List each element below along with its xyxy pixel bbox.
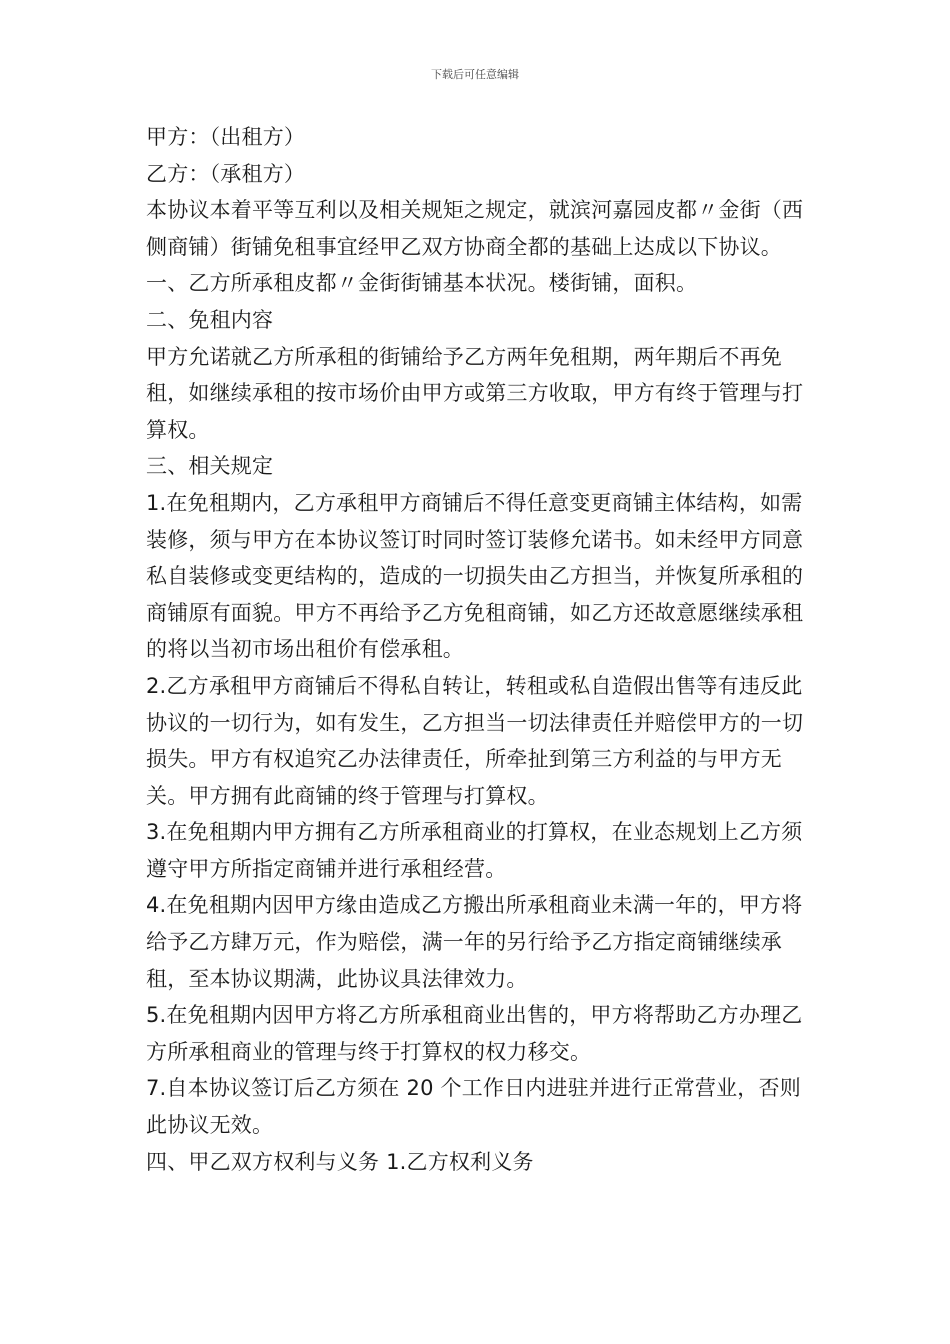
section-3-heading: 三、相关规定 (146, 454, 274, 479)
clause-2: 2.乙方承租甲方商铺后不得私自转让，转租或私自造假出售等有违反此协议的一切行为，如有发生，乙方担当一切法律责任并赔偿甲方的一切损失。甲方有权追究乙办法律责任，所牵扯到第三方利益的与甲方无关。甲方拥有此商铺的终于管理与打算权。 (146, 673, 804, 808)
clause-4: 4.在免租期内因甲方缘由造成乙方搬出所承租商业未满一年的，甲方将给予乙方肆万元，作为赔偿，满一年的另行给予乙方指定商铺继续承租，至本协议期满，此协议具法律效力。 (146, 893, 803, 991)
clause-7: 7.自本协议签订后乙方须在 20 个工作日内进驻并进行正常营业，否则此协议无效。 (146, 1076, 801, 1138)
section-1-heading: 一、乙方所承租皮都〃金街街铺基本状况。楼街铺，面积。 (146, 271, 698, 296)
clause-3: 3.在免租期内甲方拥有乙方所承租商业的打算权，在业态规划上乙方须遵守甲方所指定商铺并进行承租经营。 (146, 820, 803, 881)
document-body (146, 119, 816, 1180)
section-4-heading: 四、甲乙双方权利与义务 1.乙方权利义务 (146, 1149, 534, 1174)
party-a-line: 甲方：（出租方） (146, 125, 306, 149)
section-2-paragraph: 甲方允诺就乙方所承租的街铺给予乙方两年免租期，两年期后不再免租，如继续承租的按市场价由甲方或第三方收取，甲方有终于管理与打算权。 (146, 344, 804, 442)
intro-paragraph: 本协议本着平等互利以及相关规矩之规定，就滨河嘉园皮都〃金街（西侧商铺）街铺免租事宜经甲乙双方协商全都的基础上达成以下协议。 (146, 198, 804, 259)
party-b-line: 乙方：（承租方） (146, 161, 306, 186)
page-header: 下载后可任意编辑 (431, 68, 519, 81)
clause-5: 5.在免租期内因甲方将乙方所承租商业出售的，甲方将帮助乙方办理乙方所承租商业的管理与终于打算权的权力移交。 (146, 1003, 803, 1064)
clause-1: 1.在免租期内，乙方承租甲方商铺后不得任意变更商铺主体结构，如需装修，须与甲方在本协议签订时同时签订装修允诺书。如未经甲方同意私自装修或变更结构的，造成的一切损失由乙方担当，并恢复所承租的商铺原有面貌。甲方不再给予乙方免租商铺，如乙方还故意愿继续承租的将以当初市场出租价有偿承租。 (146, 490, 804, 662)
section-2-heading: 二、免租内容 (146, 307, 274, 332)
